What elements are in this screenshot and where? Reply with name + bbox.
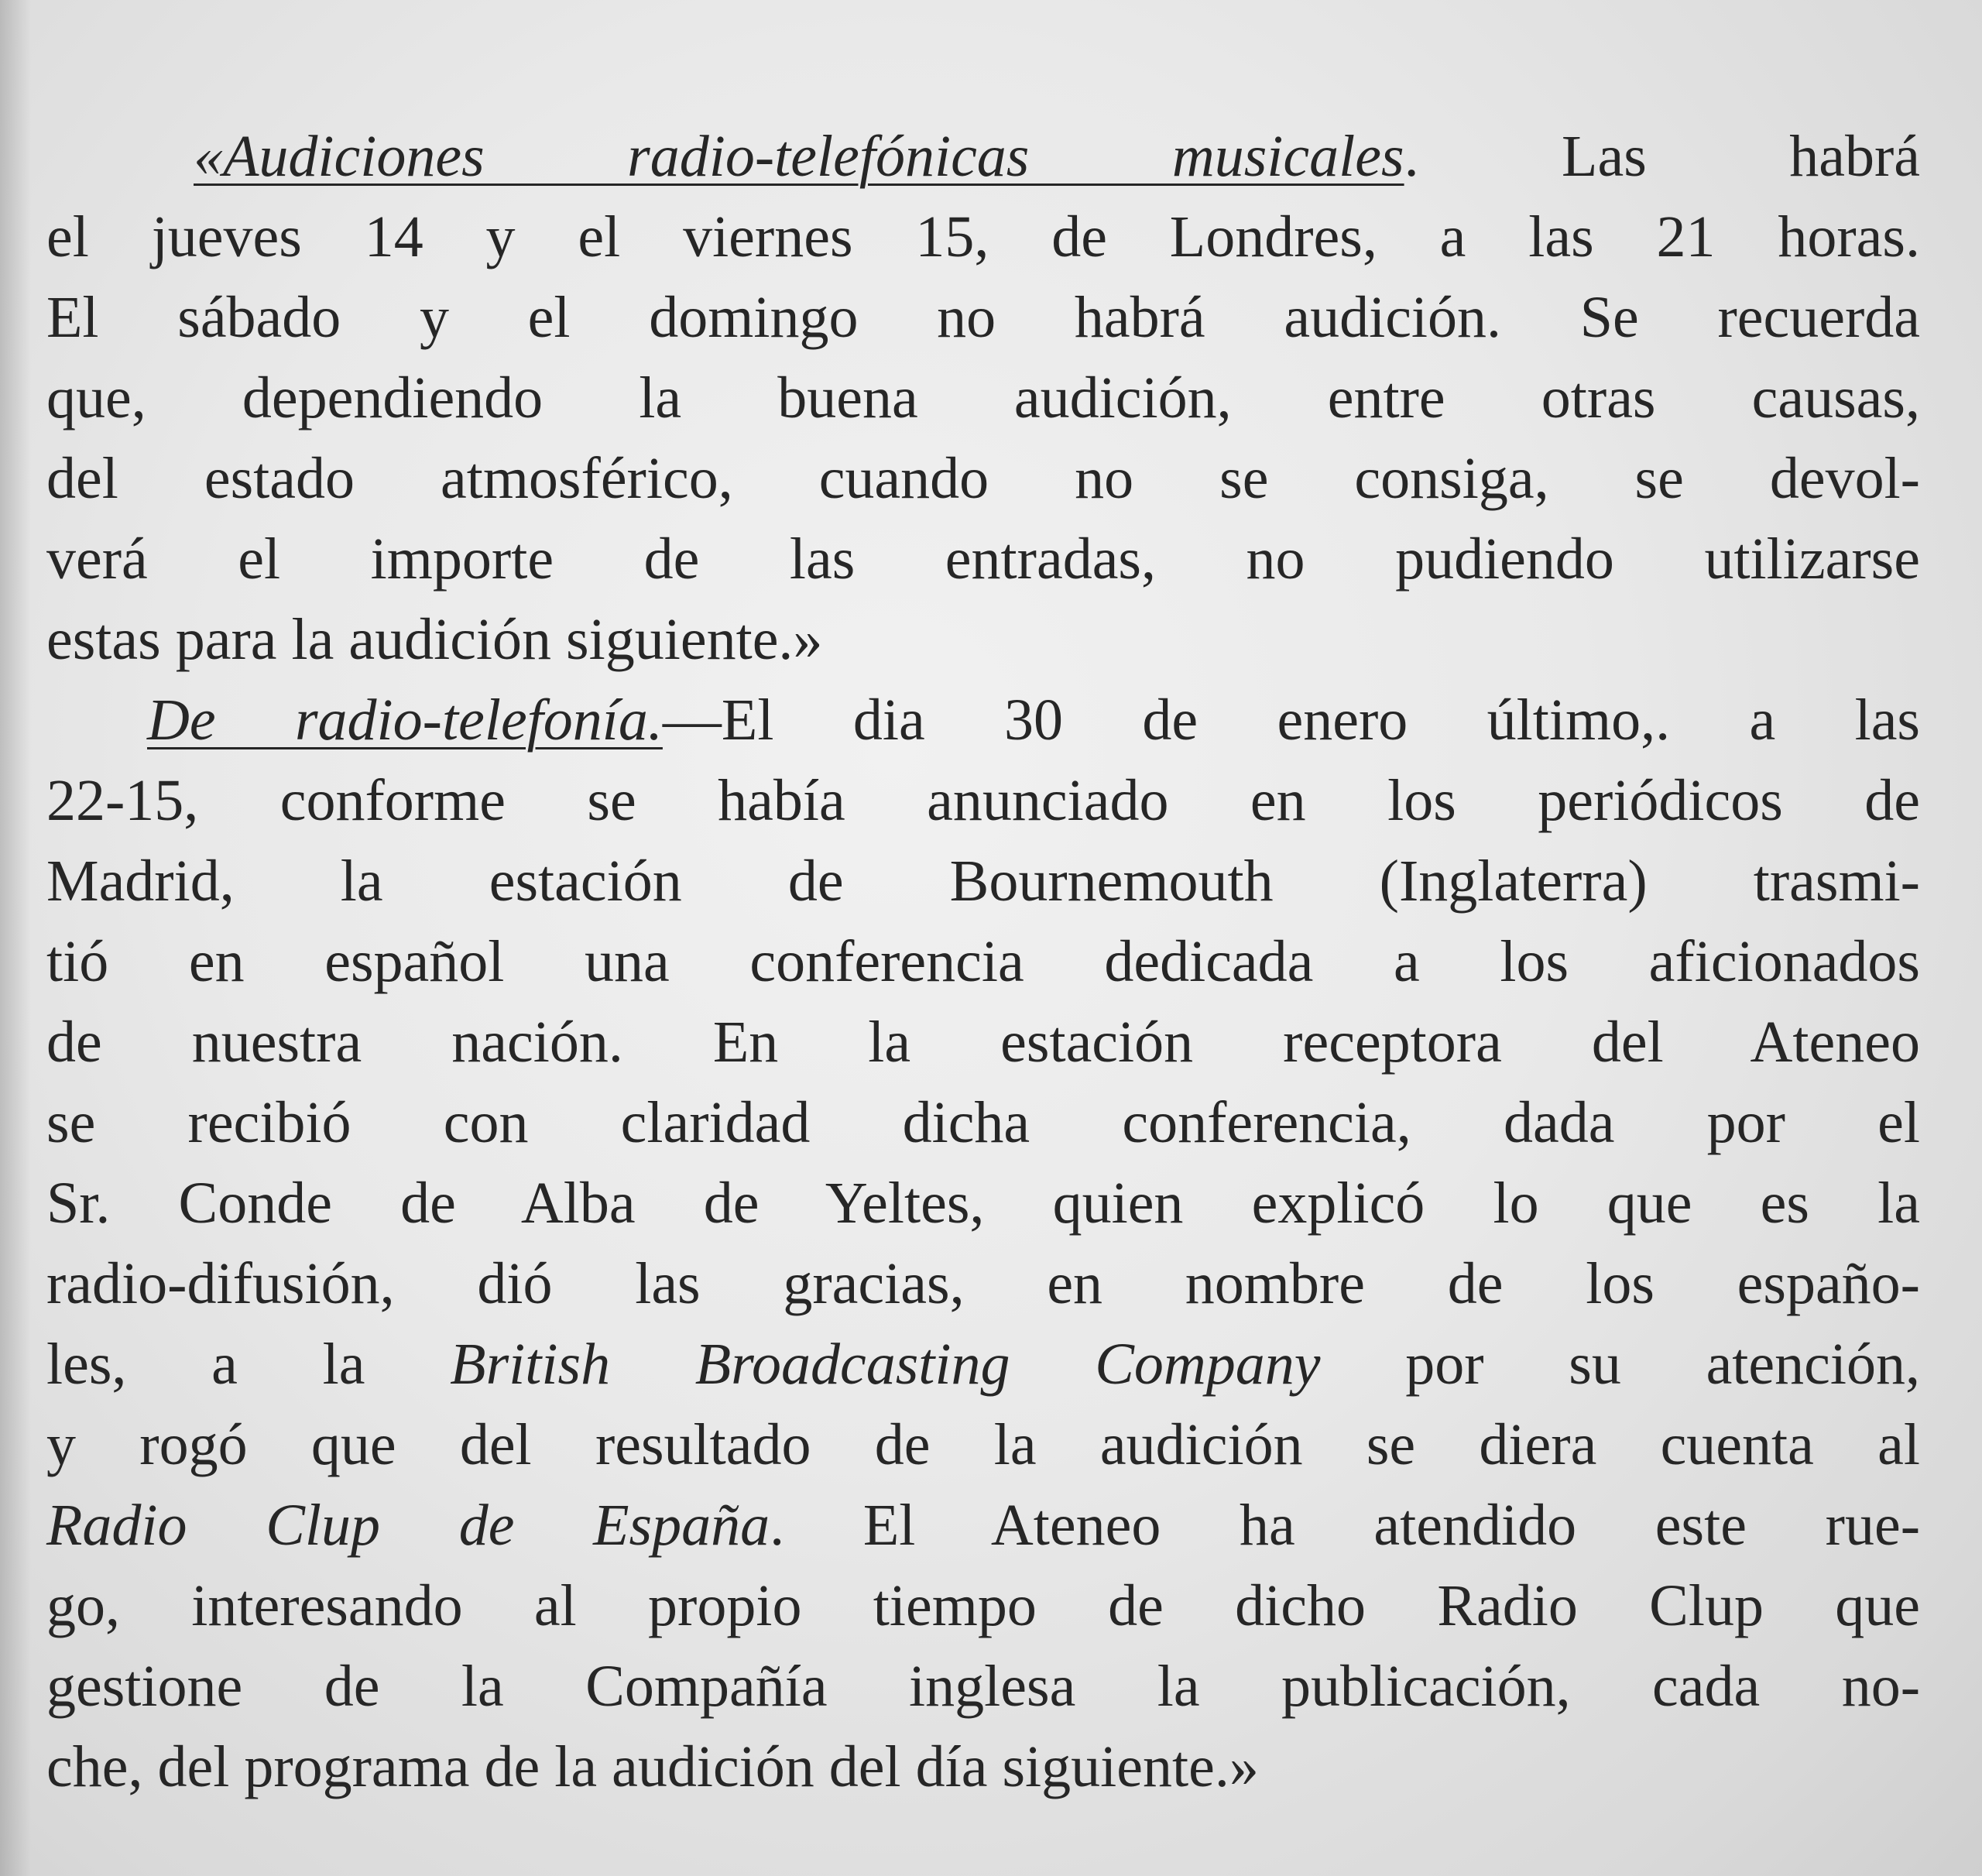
article-text (46, 116, 1920, 1807)
text-line: que, dependiendo la buena audición, entre otras causas, (46, 365, 1920, 430)
text-line: El sábado y el domingo no habrá audición. Se recuerda (46, 285, 1920, 350)
text-line: estas para la audición siguiente.» (46, 607, 823, 672)
text-line: verá el importe de las entradas, no pudiendo utilizarse (46, 526, 1920, 592)
line-text: . El Ateneo ha atendido este rue- (770, 1493, 1920, 1558)
text-line: se recibió con claridad dicha conferencia, dada por el (46, 1090, 1920, 1155)
text-line: el jueves 14 y el viernes 15, de Londres, a las 21 horas. (46, 204, 1920, 269)
text-line: Sr. Conde de Alba de Yeltes, quien explicó lo que es la (46, 1171, 1920, 1236)
text-line (46, 1485, 1920, 1566)
text-line: de nuestra nación. En la estación receptora del Ateneo (46, 1010, 1920, 1075)
text-line: go, interesando al propio tiempo de dicho Radio Clup que (46, 1573, 1920, 1638)
page-edge-shadow (0, 0, 31, 1876)
text-line: radio-difusión, dió las gracias, en nombre de los españo- (46, 1251, 1920, 1316)
line-text: . Las habrá (1404, 124, 1920, 189)
text-line: del estado atmosférico, cuando no se consiga, se devol- (46, 446, 1920, 511)
line-text: —El dia 30 de enero último,. a las (662, 688, 1921, 753)
club-name: Radio Clup de España (46, 1493, 770, 1558)
section-heading: «Audiciones radio-telefónicas musicales (194, 124, 1404, 189)
company-name: British Broadcasting Company (450, 1332, 1321, 1397)
text-line (46, 1324, 1920, 1404)
section-heading: De radio-telefonía. (147, 688, 663, 753)
text-line: gestione de la Compañía inglesa la publicación, cada no- (46, 1654, 1920, 1719)
text-line: 22-15, conforme se había anunciado en los periódicos de (46, 768, 1920, 833)
text-line: tió en español una conferencia dedicada a los aficionados (46, 929, 1920, 994)
paragraph-audiciones (46, 116, 1920, 680)
text-line: y rogó que del resultado de la audición se diera cuenta al (46, 1412, 1920, 1477)
text-line (46, 116, 1920, 197)
text-line: Madrid, la estación de Bournemouth (Inglaterra) trasmi- (46, 849, 1920, 914)
text-line (46, 680, 1920, 760)
line-text: les, a la (46, 1332, 451, 1397)
line-text: por su atención, (1320, 1332, 1921, 1397)
text-line: che, del programa de la audición del día siguiente.» (46, 1734, 1259, 1799)
paragraph-radio-telefonia (46, 680, 1920, 1807)
